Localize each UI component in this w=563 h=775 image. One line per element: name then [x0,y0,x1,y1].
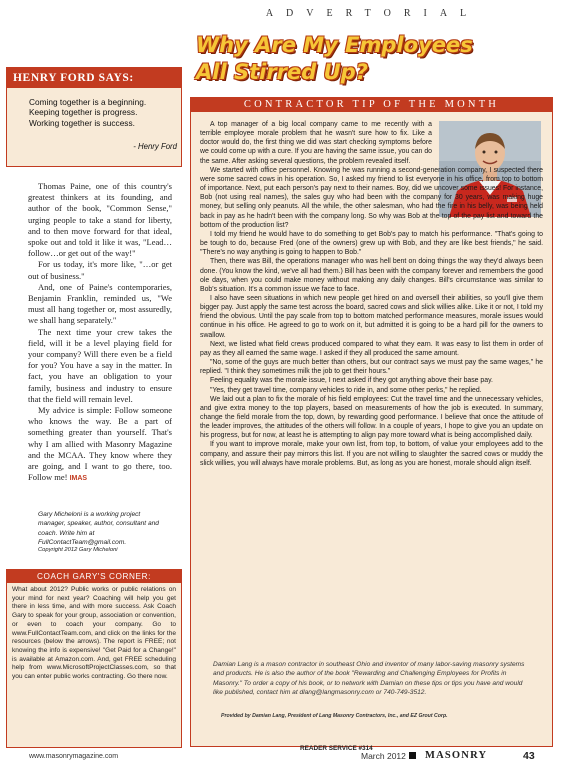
quote-line: Coming together is a beginning. [29,97,147,107]
quote-line: Working together is success. [29,117,135,128]
quote-line: Keeping together is progress. [29,107,138,118]
article-paragraph: I also have seen situations in which new people get hired on and oversell their abilities, so you'll give them bigger pay. Just apply the same test across the board, sacred cows and slick willies alike. Like it or not, I told my friend the obvious. Until the pay scale from top to bottom matched performance measures, morale issues would continue in his office. He agreed to go to work on it, but admitted it is going to be a hard pill for the owners to swallow. [200,294,543,339]
article-paragraph: Then, there was Bill, the operations manager who was hell bent on doing things the way they'd always been done. (You know the kind, we've all had them.) Bill has been with the company forever and remembers the good ole days, when you could make money without making any daily changes. Bill's circumstance was similar to Bob's situation. It's a common issue we face to face. [200,258,543,293]
headline [196,32,516,86]
left-paragraph: Thomas Paine, one of this country's greatest thinkers at its founding, and author of the book, "Common Sense," urging people to take a stand for liberty, and to then move forward for that ideal, spoke out and told it like it was, "Lead…follow…or get out of the way!" [28,181,172,259]
article-paragraph: A top manager of a big local company came to me recently with a terrible employee morale problem that he wasn't sure how to fix. Like a doctor would do, the first thing we did was start checking symptoms before we could come up with a cure. If you are having the same issue, you can do the same. After asking several questions, the problem revealed itself. [200,121,432,165]
footer-date: March 2012 [361,751,406,761]
henry-ford-quote [29,97,179,128]
contractor-tip-box [190,97,553,747]
article-paragraph: If you want to improve morale, make your own list, from top, to bottom, of value your employees add to the company, and assure their pay mirrors this list. If you are not willing to slaughter the sacred cows or muddy the slick willies, you will always have morale problems. But, as long as you are honest, morale should align itself. [200,441,543,467]
footer-magazine: MASONRY [425,750,488,761]
coach-gary-box [6,569,182,748]
article-paragraph: "Yes, they get travel time, company vehicles to ride in, and some other perks," he replied. [210,386,482,394]
henry-ford-title: HENRY FORD SAYS: [7,68,181,88]
author-bio: Damian Lang is a mason contractor in southeast Ohio and inventor of many labor-saving masonry systems and products. He is also the author of the book "Rewarding and Challenging Employees for Profits in Masonry." To order a copy of his book, or to network with Damian on these tips or tips you have and would like published, contact him at dlang@langmasonry.com or 740-749-3512. [213,661,525,697]
gary-bio: Gary Micheloni is a working project manager, speaker, author, consultant and coach. Write him at FullContactTeam@gmail.com. [38,511,159,547]
article-body [200,120,543,468]
footer-url[interactable]: www.masonrymagazine.com [29,753,119,760]
article-paragraph: We laid out a plan to fix the morale of his field employees: Cut the travel time and the unnecessary vehicles, and give extra money to the top players, based on measurements of how the job is executed. In summary, change the field morale from the top, down, by rewarding good performance. I believe that once the attitude of the leader improves, the attitudes of the others will follow. In a couple of years, I hope to give you an update on his progress, but for now, at least he is attempting to align pay more toward what is being accomplished daily. [200,395,543,440]
page-number: 43 [523,750,535,762]
copyright: Copyright 2012 Gary Micheloni [38,547,118,553]
article-paragraph-text: We started with office personnel. Knowing he was running a second-generation company, I suspected there were some sacred cows in his operation. So, I asked my friend to list everyone in his office, from top to bottom of importance. Next, put each person's pay next to their names. Boy, did we uncover some issues! For instance, Bob (not using real names), the sales guy who had been with the company for 30 years, was making huge money, but selling only peanuts. All the while, the other salesman, who had the fire in his belly, was being held back in pay as he hadn't been with the company long. So why was Bob at the top of the pay list and toward the bottom of the production list? [200,166,543,229]
henry-ford-attribution: - Henry Ford [133,142,177,151]
left-paragraph [28,405,172,484]
article-paragraph [200,166,543,230]
reader-service: READER SERVICE #314 [300,745,373,752]
left-paragraph: And, one of Paine's contemporaries, Benjamin Franklin, reminded us, "We must all hang together or, most assuredly, we shall hang separately." [28,281,172,326]
article-paragraph: Feeling equality was the morale issue, I next asked if they got anything above their base pay. [210,377,493,385]
article-paragraph: Next, we listed what field crews produced compared to what they earn. It was easy to list them in order of pay as they all earned the same wage. I asked if they all produced the same amount. [200,340,543,357]
left-paragraph: For us today, it's more like, "…or get out of business." [28,259,172,281]
left-paragraph: The next time your crew takes the field, will it be a level playing field for your company? Will there even be a field for you? You have a say in the matter. In fact, you have an obligation to your family, business and industry to ensure that the field will remain level. [28,326,172,404]
imas-logo: IMAS [69,475,88,483]
coach-text: What about 2012? Public works or public relations on your mind for next year? Coaching will help you get there in less time, and with more success. Ask Coach Gary to speak for your group, association or convention, or even to coach your company. Go to www.FullContactTeam.com, and click on the links for the resources (below the arrows). The report is FREE; not knowing the info is expensive! "Get Paid for a Change!" is available at Amazon.com. And, get FREE scheduling help from www.MicrosoftProjectClasses.com, so that you can enter public works contracting. Go there now. [12,586,176,681]
coach-title: COACH GARY'S CORNER: [7,570,181,583]
advertorial-label: ADVERTORIAL [265,8,480,19]
contractor-tip-bar: CONTRACTOR TIP OF THE MONTH [191,98,552,112]
headline-line-1: Why Are My Employees [196,33,473,57]
provided-by: Provided by Damian Lang, President of Lang Masonry Contractors, Inc., and EZ Grout Corp. [221,713,448,719]
henry-ford-box [6,67,182,167]
article-paragraph: I told my friend he would have to do something to get Bob's pay to match his performance. "That's going to be tough to do, because Fred (one of the owners) grew up with Bob, and they are like best friends," he said. "There's no way anything is going to happen to Bob." [200,230,543,257]
article-paragraph: "No, some of the guys are much better than others, but our contract says we must pay the same wages," he replied. "I think they sometimes milk the job to get their hours." [200,359,543,376]
left-column-text [28,181,172,484]
headline-line-2: All Stirred Up? [196,60,368,84]
footer-square-icon [409,752,416,759]
left-paragraph-text: My advice is simple: Follow someone who knows the way. Be a part of something greater than yourself. That's why I am allied with Masonry Magazine and the MCAA. They know where they are going, and I want to go there, too. Follow me! [28,405,172,483]
